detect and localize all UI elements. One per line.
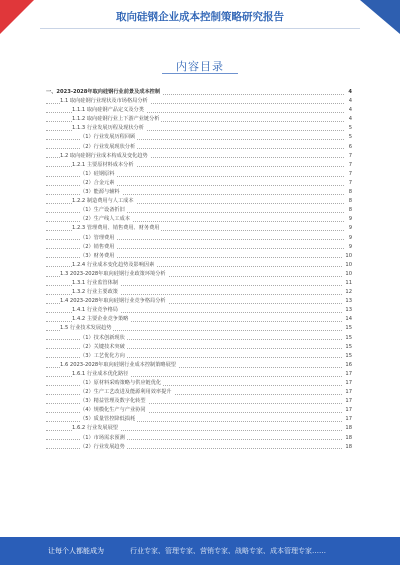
toc-entry[interactable] bbox=[46, 379, 352, 388]
toc-page-number: 8 bbox=[347, 197, 352, 206]
toc-entry[interactable] bbox=[46, 334, 352, 343]
toc-page-number: 17 bbox=[343, 406, 352, 415]
toc-entry-text: （2）生产线人工成本 bbox=[80, 216, 130, 223]
toc-page-number: 7 bbox=[347, 179, 352, 188]
toc-entry-text: （3）能源与辅料 bbox=[80, 189, 120, 196]
toc-entry-text: 1.6.2 行业发展展望 bbox=[72, 425, 118, 432]
toc-entry[interactable] bbox=[46, 352, 352, 361]
toc-page-number: 17 bbox=[343, 397, 352, 406]
toc-page-number: 7 bbox=[347, 161, 352, 170]
toc-entry-text: 1.3.2 行业主要政策 bbox=[72, 289, 118, 296]
toc-page-number: 8 bbox=[347, 206, 352, 215]
toc-heading-underline bbox=[162, 73, 238, 74]
toc-entry[interactable] bbox=[46, 424, 352, 433]
toc-entry-text: （2）行业发展现状分析 bbox=[80, 143, 136, 150]
toc-entry[interactable] bbox=[46, 388, 352, 397]
toc-page-number: 17 bbox=[343, 415, 352, 424]
toc-entry[interactable] bbox=[46, 170, 352, 179]
toc-entry[interactable] bbox=[46, 106, 352, 115]
toc-entry[interactable] bbox=[46, 343, 352, 352]
toc-entry-text: （1）行业发展历程回顾 bbox=[80, 134, 136, 141]
toc-entry-text: 1.1.3 行业发展历程及现状分析 bbox=[72, 125, 144, 132]
toc-entry-text: （1）技术创新现状 bbox=[80, 334, 125, 341]
toc-entry-text: 1.1 取向硅钢行业现状及市场格局分析 bbox=[60, 98, 148, 105]
toc-entry[interactable] bbox=[46, 188, 352, 197]
toc-entry[interactable] bbox=[46, 324, 352, 333]
toc-entry-text: 1.2.3 管理费用、销售费用、财务费用 bbox=[72, 225, 160, 232]
toc-entry[interactable] bbox=[46, 234, 352, 243]
toc-page-number: 14 bbox=[343, 315, 352, 324]
toc-page-number: 7 bbox=[347, 170, 352, 179]
toc-heading: 内容目录 bbox=[176, 60, 224, 73]
toc-entry-text: （2）关键技术突破 bbox=[80, 343, 125, 350]
toc-entry[interactable] bbox=[46, 397, 352, 406]
toc-page-number: 18 bbox=[343, 424, 352, 433]
toc-entry-text: （1）管理费用 bbox=[80, 234, 115, 241]
toc-page-number: 12 bbox=[343, 288, 352, 297]
toc-entry[interactable] bbox=[46, 197, 352, 206]
toc-entry-text: （1）生产设备折旧 bbox=[80, 207, 125, 214]
toc-entry[interactable] bbox=[46, 206, 352, 215]
toc-entry-text: 1.3.1 行业监管体制 bbox=[72, 279, 118, 286]
toc-entry-text: 一、2023-2028年取向硅钢行业前景及成本控制 bbox=[46, 89, 161, 95]
toc-entry-text: 1.3 2023-2028年取向硅钢行业政策环境分析 bbox=[60, 270, 166, 277]
toc-page-number: 17 bbox=[343, 388, 352, 397]
toc-entry[interactable] bbox=[46, 88, 352, 97]
toc-page-number: 8 bbox=[347, 188, 352, 197]
toc-entry-text: （2）生产工艺改进及能源利用效率提升 bbox=[80, 389, 172, 396]
toc-entry-text: （5）质量管控降低损耗 bbox=[80, 416, 136, 423]
toc-page-number: 5 bbox=[347, 133, 352, 142]
toc-page-number: 13 bbox=[343, 306, 352, 315]
toc-entry-text: （2）合金元素 bbox=[80, 179, 115, 186]
toc-entry[interactable] bbox=[46, 315, 352, 324]
toc-entry[interactable] bbox=[46, 370, 352, 379]
toc-page-number: 15 bbox=[343, 343, 352, 352]
toc-page-number: 10 bbox=[343, 252, 352, 261]
toc-page-number: 11 bbox=[343, 279, 352, 288]
toc-page-number: 18 bbox=[343, 443, 352, 452]
toc-page-number: 15 bbox=[343, 352, 352, 361]
toc-entry-text: 1.4 2023-2028年取向硅钢行业竞争格局分析 bbox=[60, 298, 166, 305]
toc-entry-text: 1.2.1 主要原材料成本分析 bbox=[72, 161, 134, 168]
toc-entry-text: 1.1.1 取向硅钢产品定义及分类 bbox=[72, 107, 144, 114]
page-footer bbox=[0, 537, 400, 565]
toc-entry[interactable] bbox=[46, 288, 352, 297]
toc-entry[interactable] bbox=[46, 279, 352, 288]
toc-entry[interactable] bbox=[46, 243, 352, 252]
footer-slogan: 让每个人都能成为 bbox=[48, 547, 104, 555]
toc-page-number: 4 bbox=[346, 88, 352, 97]
toc-entry[interactable] bbox=[46, 252, 352, 261]
toc-entry-text: 1.4.1 行业竞争格局 bbox=[72, 307, 118, 314]
toc-page-number: 9 bbox=[347, 243, 352, 252]
toc-entry[interactable] bbox=[46, 434, 352, 443]
toc-page-number: 15 bbox=[343, 324, 352, 333]
toc-page-number: 10 bbox=[343, 270, 352, 279]
toc-page-number: 7 bbox=[347, 152, 352, 161]
toc-entry[interactable] bbox=[46, 361, 352, 370]
toc-entry-text: （2）行业发展趋势 bbox=[80, 443, 125, 450]
toc-entry[interactable] bbox=[46, 179, 352, 188]
table-of-contents bbox=[46, 88, 352, 452]
toc-entry[interactable] bbox=[46, 224, 352, 233]
toc-entry-text: （1）硅钢原料 bbox=[80, 170, 115, 177]
toc-entry[interactable] bbox=[46, 124, 352, 133]
toc-entry-text: （1）市场需求预测 bbox=[80, 434, 125, 441]
toc-entry-text: （2）销售费用 bbox=[80, 243, 115, 250]
toc-page-number: 6 bbox=[347, 143, 352, 152]
toc-entry-text: （4）规模化生产与产业协同 bbox=[80, 407, 146, 414]
toc-entry-text: 1.5 行业技术发展趋势 bbox=[60, 325, 112, 332]
toc-page-number: 13 bbox=[343, 297, 352, 306]
toc-page-number: 16 bbox=[343, 361, 352, 370]
toc-page-number: 9 bbox=[347, 234, 352, 243]
page-header bbox=[0, 0, 400, 34]
toc-entry-text: 1.1.2 取向硅钢行业上下游产业链分析 bbox=[72, 116, 160, 123]
header-divider bbox=[40, 28, 360, 29]
toc-entry-text: 1.2.2 制造费用与人工成本 bbox=[72, 198, 134, 205]
toc-entry-text: （3）工艺优化方向 bbox=[80, 352, 125, 359]
toc-page-number: 17 bbox=[343, 379, 352, 388]
toc-entry[interactable] bbox=[46, 415, 352, 424]
toc-entry[interactable] bbox=[46, 152, 352, 161]
toc-entry[interactable] bbox=[46, 297, 352, 306]
toc-page-number: 4 bbox=[347, 106, 352, 115]
toc-page-number: 4 bbox=[347, 115, 352, 124]
toc-entry-text: （3）精益管理及数字化转型 bbox=[80, 398, 146, 405]
toc-entry-text: 1.6.1 行业成本优化路径 bbox=[72, 370, 129, 377]
toc-entry[interactable] bbox=[46, 270, 352, 279]
toc-entry[interactable] bbox=[46, 306, 352, 315]
toc-entry[interactable] bbox=[46, 215, 352, 224]
toc-page-number: 15 bbox=[343, 334, 352, 343]
toc-page-number: 10 bbox=[343, 261, 352, 270]
toc-entry[interactable] bbox=[46, 161, 352, 170]
toc-entry[interactable] bbox=[46, 261, 352, 270]
toc-entry-text: 1.6 2023-2028年取向硅钢行业成本控制策略展望 bbox=[60, 361, 176, 368]
toc-entry[interactable] bbox=[46, 406, 352, 415]
toc-entry[interactable] bbox=[46, 97, 352, 106]
report-title: 取向硅钢企业成本控制策略研究报告 bbox=[116, 11, 284, 23]
toc-entry[interactable] bbox=[46, 133, 352, 142]
toc-page-number: 5 bbox=[347, 124, 352, 133]
toc-page-number: 9 bbox=[347, 215, 352, 224]
toc-entry-text: 1.4.2 主要企业竞争策略 bbox=[72, 316, 129, 323]
toc-entry-text: （3）财务费用 bbox=[80, 252, 115, 259]
toc-page-number: 4 bbox=[347, 97, 352, 106]
toc-page-number: 9 bbox=[347, 224, 352, 233]
toc-entry[interactable] bbox=[46, 115, 352, 124]
toc-entry[interactable] bbox=[46, 143, 352, 152]
toc-entry[interactable] bbox=[46, 443, 352, 452]
footer-tagline: 行业专家、管理专家、营销专家、战略专家、成本管理专家…… bbox=[130, 547, 326, 555]
toc-page-number: 18 bbox=[343, 434, 352, 443]
toc-entry-text: 1.2.4 行业成本变化趋势及影响因素 bbox=[72, 261, 155, 268]
toc-page-number: 17 bbox=[343, 370, 352, 379]
toc-entry-text: 1.2 取向硅钢行业成本构成及变化趋势 bbox=[60, 152, 148, 159]
toc-entry-text: （1）原材料采购策略与供应链优化 bbox=[80, 380, 162, 386]
